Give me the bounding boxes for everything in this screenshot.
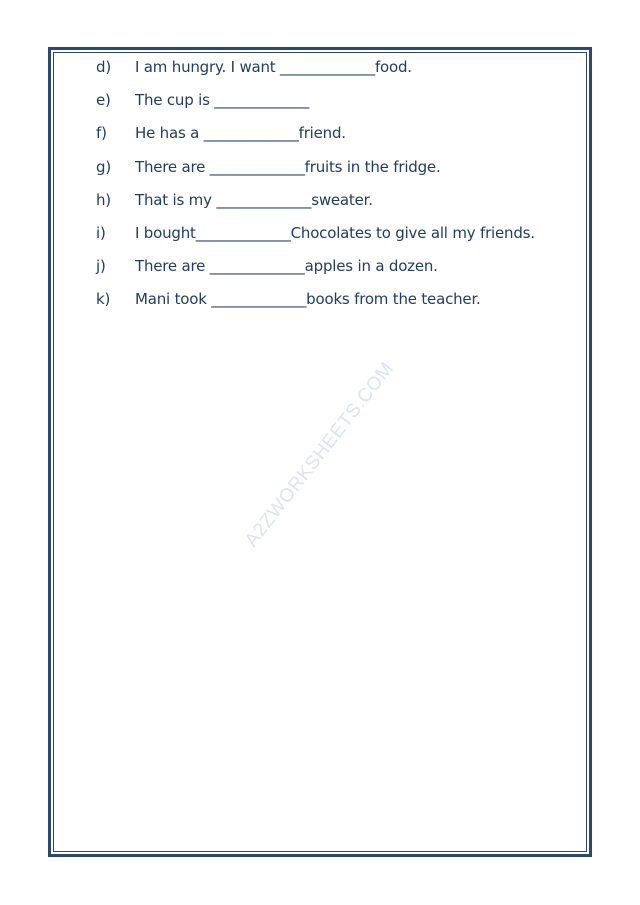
question-text: There are _____________fruits in the fridge. bbox=[135, 157, 441, 176]
question-marker: f) bbox=[96, 124, 107, 143]
question-text: Mani took _____________books from the teacher. bbox=[135, 290, 481, 309]
watermark: A2ZWORKSHEETS.COM bbox=[241, 358, 399, 552]
question-text: The cup is _____________ bbox=[135, 91, 310, 110]
question-text: That is my _____________sweater. bbox=[135, 190, 373, 209]
question-marker: d) bbox=[96, 58, 111, 76]
question-marker: g) bbox=[96, 157, 111, 176]
question-text: There are _____________apples in a dozen. bbox=[135, 257, 438, 276]
question-text: I am hungry. I want _____________food. bbox=[135, 58, 412, 76]
question-marker: k) bbox=[96, 290, 111, 309]
question-text: I bought_____________Chocolates to give all my friends. bbox=[135, 223, 535, 242]
question-marker: i) bbox=[96, 223, 106, 242]
question-marker: h) bbox=[96, 190, 111, 209]
question-marker: j) bbox=[96, 257, 106, 276]
question-text: He has a _____________friend. bbox=[135, 124, 346, 143]
question-marker: e) bbox=[96, 91, 111, 110]
